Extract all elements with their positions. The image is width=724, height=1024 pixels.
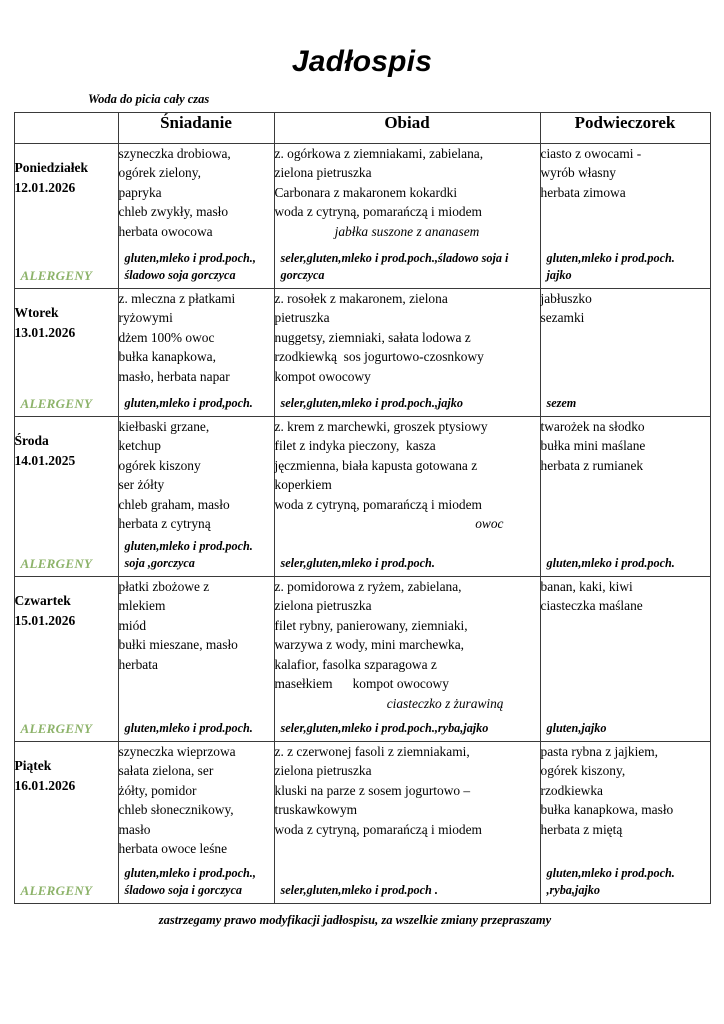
meal-items — [119, 577, 274, 675]
meal-item-line: ciasto z owocami - — [540, 145, 642, 161]
meal-item-line: kalafior, fasolka szparagowa z — [274, 656, 437, 672]
meal-item-line: ogórek kiszony — [118, 457, 201, 473]
meal-item-line: twarożek na słodko — [540, 418, 645, 434]
meal-item-line: miód — [118, 617, 147, 633]
page-title: Jadłospis — [291, 45, 433, 78]
day-name: Środa — [14, 432, 49, 448]
allergen-list — [125, 538, 269, 571]
allergen-line: seler,gluten,mleko i prod.poch.,ryba,jajko — [280, 720, 489, 735]
day-name: Poniedziałek — [14, 159, 88, 175]
table-body — [14, 143, 710, 903]
breakfast-cell — [118, 741, 274, 903]
meal-item-line: sałata zielona, ser — [118, 763, 214, 778]
table-row — [14, 143, 710, 288]
meal-items — [119, 742, 274, 859]
allergen-line: gluten,jajko — [546, 720, 607, 735]
allergen-list — [281, 720, 535, 737]
meal-item-line: dżem 100% owoc — [118, 329, 215, 345]
meal-item-extra: ciasteczko z żurawiną — [386, 695, 504, 711]
meal-item-line: sezamki — [540, 310, 585, 325]
meal-item-line: rzodkiewką sos jogurtowo-czosnkowy — [274, 349, 484, 364]
lunch-cell — [274, 416, 540, 576]
meal-item-line: szyneczka drobiowa, — [118, 145, 231, 161]
meal-item-line: woda z cytryną, pomarańczą i miodem — [274, 821, 482, 837]
allergen-list — [547, 865, 705, 898]
allergen-list — [125, 865, 269, 898]
allergen-list — [547, 395, 705, 412]
day-cell — [14, 741, 118, 903]
weekly-menu-table — [14, 112, 711, 904]
snack-cell — [540, 416, 710, 576]
allergens-label: ALERGENY — [20, 395, 93, 411]
meal-item-line: jęczmienna, biała kapusta gotowana z — [274, 457, 478, 473]
meal-item-line: z. z czerwonej fasoli z ziemniakami, — [274, 743, 470, 759]
column-header-breakfast: Śniadanie — [118, 112, 274, 143]
day-cell — [14, 288, 118, 416]
snack-cell — [540, 143, 710, 288]
allergen-list — [547, 555, 705, 572]
meal-items — [541, 742, 710, 840]
allergen-list — [547, 720, 705, 737]
meal-items — [275, 417, 540, 534]
meal-item-line: rzodkiewka — [540, 782, 603, 798]
meal-item-line: chleb graham, masło — [118, 496, 230, 512]
allergen-list — [125, 395, 269, 412]
meal-item-line: wyrób własny — [540, 165, 616, 180]
allergen-line: gluten,mleko i prod,poch. — [124, 395, 253, 410]
allergens-label: ALERGENY — [20, 720, 93, 736]
meal-item-line: mlekiem — [118, 598, 166, 613]
meal-item-line: ser żółty — [118, 477, 165, 492]
snack-cell — [540, 576, 710, 741]
meal-items — [541, 289, 710, 328]
table-header-row — [14, 112, 710, 143]
meal-item-line: Carbonara z makaronem kokardki — [274, 184, 458, 200]
snack-cell — [540, 288, 710, 416]
meal-item-line: ryżowymi — [118, 310, 173, 325]
day-cell — [14, 416, 118, 576]
meal-item-line: banan, kaki, kiwi — [540, 578, 633, 594]
meal-item-line: zielona pietruszka — [274, 165, 372, 180]
allergen-line: gluten,mleko i prod.poch. — [124, 720, 253, 735]
meal-item-line: chleb zwykły, masło — [118, 204, 229, 219]
day-date: 16.01.2026 — [14, 777, 76, 793]
day-name: Czwartek — [14, 592, 71, 608]
water-note: Woda do picia cały czas — [88, 91, 210, 106]
meal-items — [275, 577, 540, 714]
meal-item-line: kiełbaski grzane, — [118, 418, 210, 434]
day-cell — [14, 576, 118, 741]
meal-item-line: koperkiem — [274, 477, 332, 492]
meal-item-line: woda z cytryną, pomarańczą i miodem — [274, 496, 482, 512]
meal-item-line: jabłuszko — [540, 290, 592, 306]
allergen-line: sezem — [546, 395, 577, 410]
breakfast-cell — [118, 143, 274, 288]
meal-item-line: warzywa z wody, mini marchewka, — [274, 637, 465, 652]
meal-item-line: herbata — [118, 656, 158, 672]
day-date: 15.01.2026 — [14, 612, 76, 628]
meal-item-line: bułka mini maślane — [540, 438, 646, 453]
allergen-list — [281, 250, 535, 283]
meal-item-line: herbata z rumianek — [540, 457, 644, 473]
allergens-label: ALERGENY — [20, 267, 93, 283]
meal-item-extra: jabłka suszone z ananasem — [334, 223, 480, 239]
meal-items — [541, 144, 710, 203]
meal-item-line: herbata z cytryną — [118, 516, 211, 531]
meal-items — [119, 144, 274, 242]
meal-item-line: ciasteczka maślane — [540, 598, 643, 613]
meal-item-line: filet z indyka pieczony, kasza — [274, 438, 436, 453]
allergen-line: śladowo soja i gorczyca — [124, 882, 242, 897]
meal-item-line: herbata owocowa — [118, 223, 213, 239]
meal-item-line: ogórek zielony, — [118, 165, 201, 180]
meal-item-line: ketchup — [118, 438, 161, 453]
breakfast-cell — [118, 576, 274, 741]
column-header-snack: Podwieczorek — [540, 112, 710, 143]
meal-item-line: ogórek kiszony, — [540, 763, 626, 778]
lunch-cell — [274, 576, 540, 741]
meal-item-line: żółty, pomidor — [118, 782, 197, 798]
allergen-line: jajko — [546, 267, 572, 282]
snack-cell — [540, 741, 710, 903]
allergen-list — [281, 882, 535, 899]
allergen-line: ,ryba,jajko — [546, 882, 600, 897]
meal-items — [275, 742, 540, 840]
meal-item-line: masło, herbata napar — [118, 368, 230, 384]
meal-item-line: nuggetsy, ziemniaki, sałata lodowa z — [274, 329, 471, 345]
meal-item-line: zielona pietruszka — [274, 598, 372, 613]
allergen-line: seler,gluten,mleko i prod.poch. — [280, 555, 435, 570]
allergen-line: seler,gluten,mleko i prod.poch . — [280, 882, 438, 897]
allergens-label: ALERGENY — [20, 882, 93, 898]
allergen-list — [281, 395, 535, 412]
meal-item-line: masło — [118, 821, 151, 837]
allergen-line: soja ,gorczyca — [124, 555, 195, 570]
meal-item-line: woda z cytryną, pomarańczą i miodem — [274, 204, 482, 219]
meal-item-line: bułka kanapkowa, — [118, 349, 216, 364]
meal-item-line: herbata z miętą — [540, 821, 623, 837]
meal-item-line: kluski na parze z sosem jogurtowo – — [274, 782, 471, 798]
table-row — [14, 288, 710, 416]
meal-item-line: papryka — [118, 184, 162, 200]
lunch-cell — [274, 741, 540, 903]
meal-item-line: bułka kanapkowa, masło — [540, 802, 674, 817]
table-row — [14, 576, 710, 741]
meal-items — [275, 289, 540, 387]
allergen-line: gorczyca — [280, 267, 325, 282]
day-date: 13.01.2026 — [14, 324, 76, 340]
meal-item-line: bułki mieszane, masło — [118, 637, 238, 652]
allergen-line: gluten,mleko i prod.poch., — [124, 866, 256, 881]
meal-item-line: kompot owocowy — [274, 368, 371, 384]
meal-item-line: chleb słonecznikowy, — [118, 802, 234, 817]
day-name: Piątek — [14, 757, 52, 773]
day-cell — [14, 143, 118, 288]
meal-item-line: herbata zimowa — [540, 184, 626, 200]
allergen-list — [547, 250, 705, 283]
lunch-cell — [274, 143, 540, 288]
column-header-day — [14, 112, 118, 143]
meal-item-line: filet rybny, panierowany, ziemniaki, — [274, 617, 468, 633]
day-date: 14.01.2025 — [14, 452, 76, 468]
meal-items — [275, 144, 540, 242]
allergen-list — [125, 250, 269, 283]
meal-item-line: herbata owoce leśne — [118, 841, 228, 856]
meal-item-line: płatki zbożowe z — [118, 578, 210, 594]
breakfast-cell — [118, 416, 274, 576]
footer-disclaimer: zastrzegamy prawo modyfikacji jadłospisu, za wszelkie zmiany przepraszamy — [158, 912, 552, 927]
meal-item-line: z. rosołek z makaronem, zielona — [274, 290, 448, 306]
allergen-line: gluten,mleko i prod.poch. — [546, 555, 675, 570]
meal-item-line: pasta rybna z jajkiem, — [540, 743, 658, 759]
meal-item-line: pietruszka — [274, 310, 330, 325]
allergen-line: śladowo soja gorczyca — [124, 267, 236, 282]
meal-item-line: truskawkowym — [274, 802, 358, 817]
allergen-line: seler,gluten,mleko i prod.poch.,śladowo soja i — [280, 251, 509, 266]
meal-items — [119, 289, 274, 387]
allergen-line: gluten,mleko i prod.poch., — [124, 251, 256, 266]
allergen-list — [125, 720, 269, 737]
column-header-lunch: Obiad — [274, 112, 540, 143]
allergens-label: ALERGENY — [20, 555, 93, 571]
meal-item-line: szyneczka wieprzowa — [118, 743, 236, 759]
lunch-cell — [274, 288, 540, 416]
meal-item-line: masełkiem kompot owocowy — [274, 676, 449, 691]
breakfast-cell — [118, 288, 274, 416]
meal-item-line: z. krem z marchewki, groszek ptysiowy — [274, 418, 488, 434]
allergen-list — [281, 555, 535, 572]
day-date: 12.01.2026 — [14, 179, 76, 195]
meal-item-line: z. mleczna z płatkami — [118, 290, 236, 306]
meal-item-line: zielona pietruszka — [274, 763, 372, 778]
allergen-line: gluten,mleko i prod.poch. — [546, 866, 675, 881]
meal-item-line: z. pomidorowa z ryżem, zabielana, — [274, 578, 462, 594]
table-row — [14, 741, 710, 903]
allergen-line: seler,gluten,mleko i prod.poch.,jajko — [280, 395, 463, 410]
day-name: Wtorek — [14, 304, 59, 320]
meal-item-extra: owoc — [475, 516, 504, 531]
meal-item-line: z. ogórkowa z ziemniakami, zabielana, — [274, 145, 484, 161]
allergen-line: gluten,mleko i prod.poch. — [546, 251, 675, 266]
meal-items — [541, 577, 710, 616]
table-row — [14, 416, 710, 576]
meal-items — [541, 417, 710, 476]
allergen-line: gluten,mleko i prod.poch. — [124, 539, 253, 554]
meal-items — [119, 417, 274, 534]
